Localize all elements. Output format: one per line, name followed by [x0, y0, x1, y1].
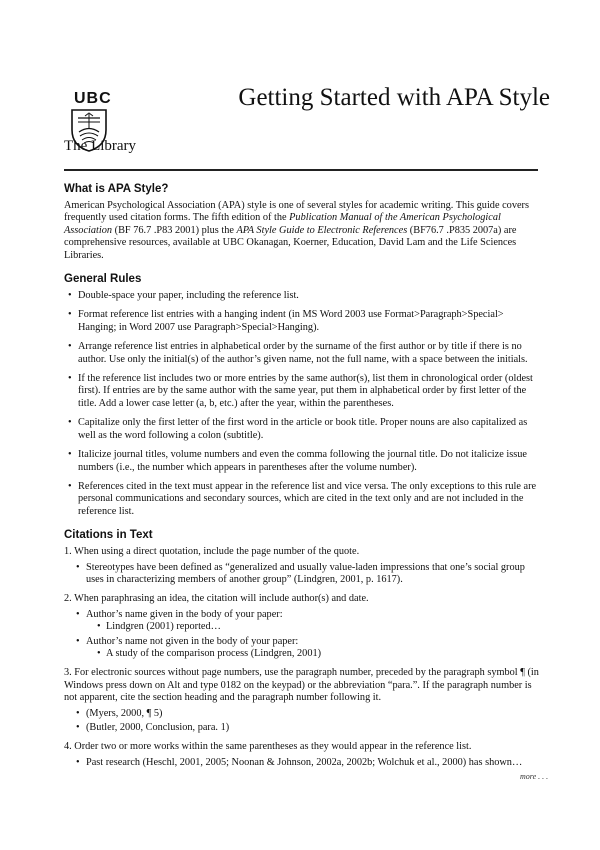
citation-subexample: • Lindgren (2001) reported…: [96, 621, 544, 633]
citation-rule-3: [64, 667, 544, 734]
what-text-3: (BF76.7 .P835 2007a) are comprehensive resources, available at UBC Okanagan, Koerner, Education, David Lam and the Life Sciences Libraries.: [64, 224, 517, 261]
citation-rule-text: 4. Order two or more works within the same parentheses as they would appear in the reference list.: [64, 741, 472, 753]
what-text-2: (BF 76.7 .P83 2001) plus the: [112, 224, 237, 236]
rule-item: • Arrange reference list entries in alphabetical order by the surname of the first author or by title if there is no author. Use only the initial(s) of the author’s given name, not the full name, with a space between the initials.: [64, 341, 544, 366]
ubc-logo-text: UBC: [74, 90, 112, 107]
citation-rule-1: [64, 546, 544, 586]
citation-rule-text: 3. For electronic sources without page numbers, use the paragraph number, preceded by the paragraph symbol ¶ (in Windows press down on Alt and type 0182 on the keypad) or the abbreviation “para.”. If the paragraph number is not apparent, cite the section heading and the paragraph number following it.: [64, 667, 539, 704]
citation-example-label: Author’s name not given in the body of your paper:: [86, 635, 299, 647]
heading-what-is-apa: What is APA Style?: [64, 183, 169, 195]
citation-example: • Past research (Heschl, 2001, 2005; Noonan & Johnson, 2002a, 2002b; Wolchuk et al., 2000) has shown…: [74, 757, 544, 769]
what-is-apa-paragraph: [64, 200, 544, 262]
page-title: Getting Started with APA Style: [238, 84, 550, 111]
heading-citations-in-text: Citations in Text: [64, 529, 153, 542]
citation-subexamples: [86, 648, 544, 660]
citation-rule-4: [64, 741, 544, 769]
citation-rule-text: 2. When paraphrasing an idea, the citation will include author(s) and date.: [64, 593, 369, 605]
citation-rule-2: [64, 593, 544, 660]
what-text-1: American Psychological Association (APA) style is one of several styles for academic writing. This guide covers frequently used citation forms. The fifth edition of the: [64, 200, 529, 224]
citation-examples: [64, 708, 544, 735]
citation-subexample: • A study of the comparison process (Lindgren, 2001): [96, 648, 544, 660]
citations-list: [64, 546, 544, 769]
more-continuation-label: more . . .: [520, 772, 549, 781]
citation-example: • (Myers, 2000, ¶ 5): [74, 708, 544, 720]
citation-example-label: Author’s name given in the body of your paper:: [86, 608, 283, 620]
rule-item: • Double-space your paper, including the reference list.: [64, 290, 544, 302]
citation-examples: [64, 562, 544, 587]
heading-general-rules: General Rules: [64, 273, 142, 286]
rule-item: • References cited in the text must appear in the reference list and vice versa. The only exceptions to this rule are personal communications and secondary sources, which are cited in the text only and are not included in the reference list.: [64, 481, 544, 518]
rule-item: • Format reference list entries with a hanging indent (in MS Word 2003 use Format>Paragraph>Special> Hanging; in Word 2007 use Paragraph>Special>Hanging).: [64, 309, 544, 334]
citation-example: [74, 636, 544, 661]
main-content: [64, 182, 544, 776]
library-name: The Library: [64, 138, 137, 154]
citation-examples: [64, 609, 544, 661]
rule-item: • Capitalize only the first letter of the first word in the article or book title. Proper nouns are also capitalized as well as the word following a colon (subtitle).: [64, 417, 544, 442]
citation-example: • Stereotypes have been defined as “generalized and usually value-laden impressions that one’s social group uses in characterizing members of another group” (Lindgren, 2001, p. 1617).: [74, 562, 544, 587]
citation-examples: [64, 757, 544, 769]
rule-item: • Italicize journal titles, volume numbers and even the comma following the journal title. Do not italicize issue numbers (i.e., the number which appears in parentheses after the volume number).: [64, 449, 544, 474]
citation-example: • (Butler, 2000, Conclusion, para. 1): [74, 722, 544, 734]
publication-manual-title: Publication Manual of the American Psychological Association: [64, 212, 501, 236]
citation-rule-text: 1. When using a direct quotation, include the page number of the quote.: [64, 546, 360, 558]
citation-subexamples: [86, 621, 544, 633]
general-rules-list: [64, 290, 544, 518]
citation-example: [74, 609, 544, 634]
rule-item: • If the reference list includes two or more entries by the same author(s), list them in chronological order (oldest first). If entries are by the same author with the same year, put them in alphabetical order by first letter of the title. Add a lower case letter (a, b, etc.) after the year, within the parentheses.: [64, 373, 544, 410]
header-divider: [64, 169, 538, 171]
style-guide-title: APA Style Guide to Electronic References: [236, 224, 408, 236]
